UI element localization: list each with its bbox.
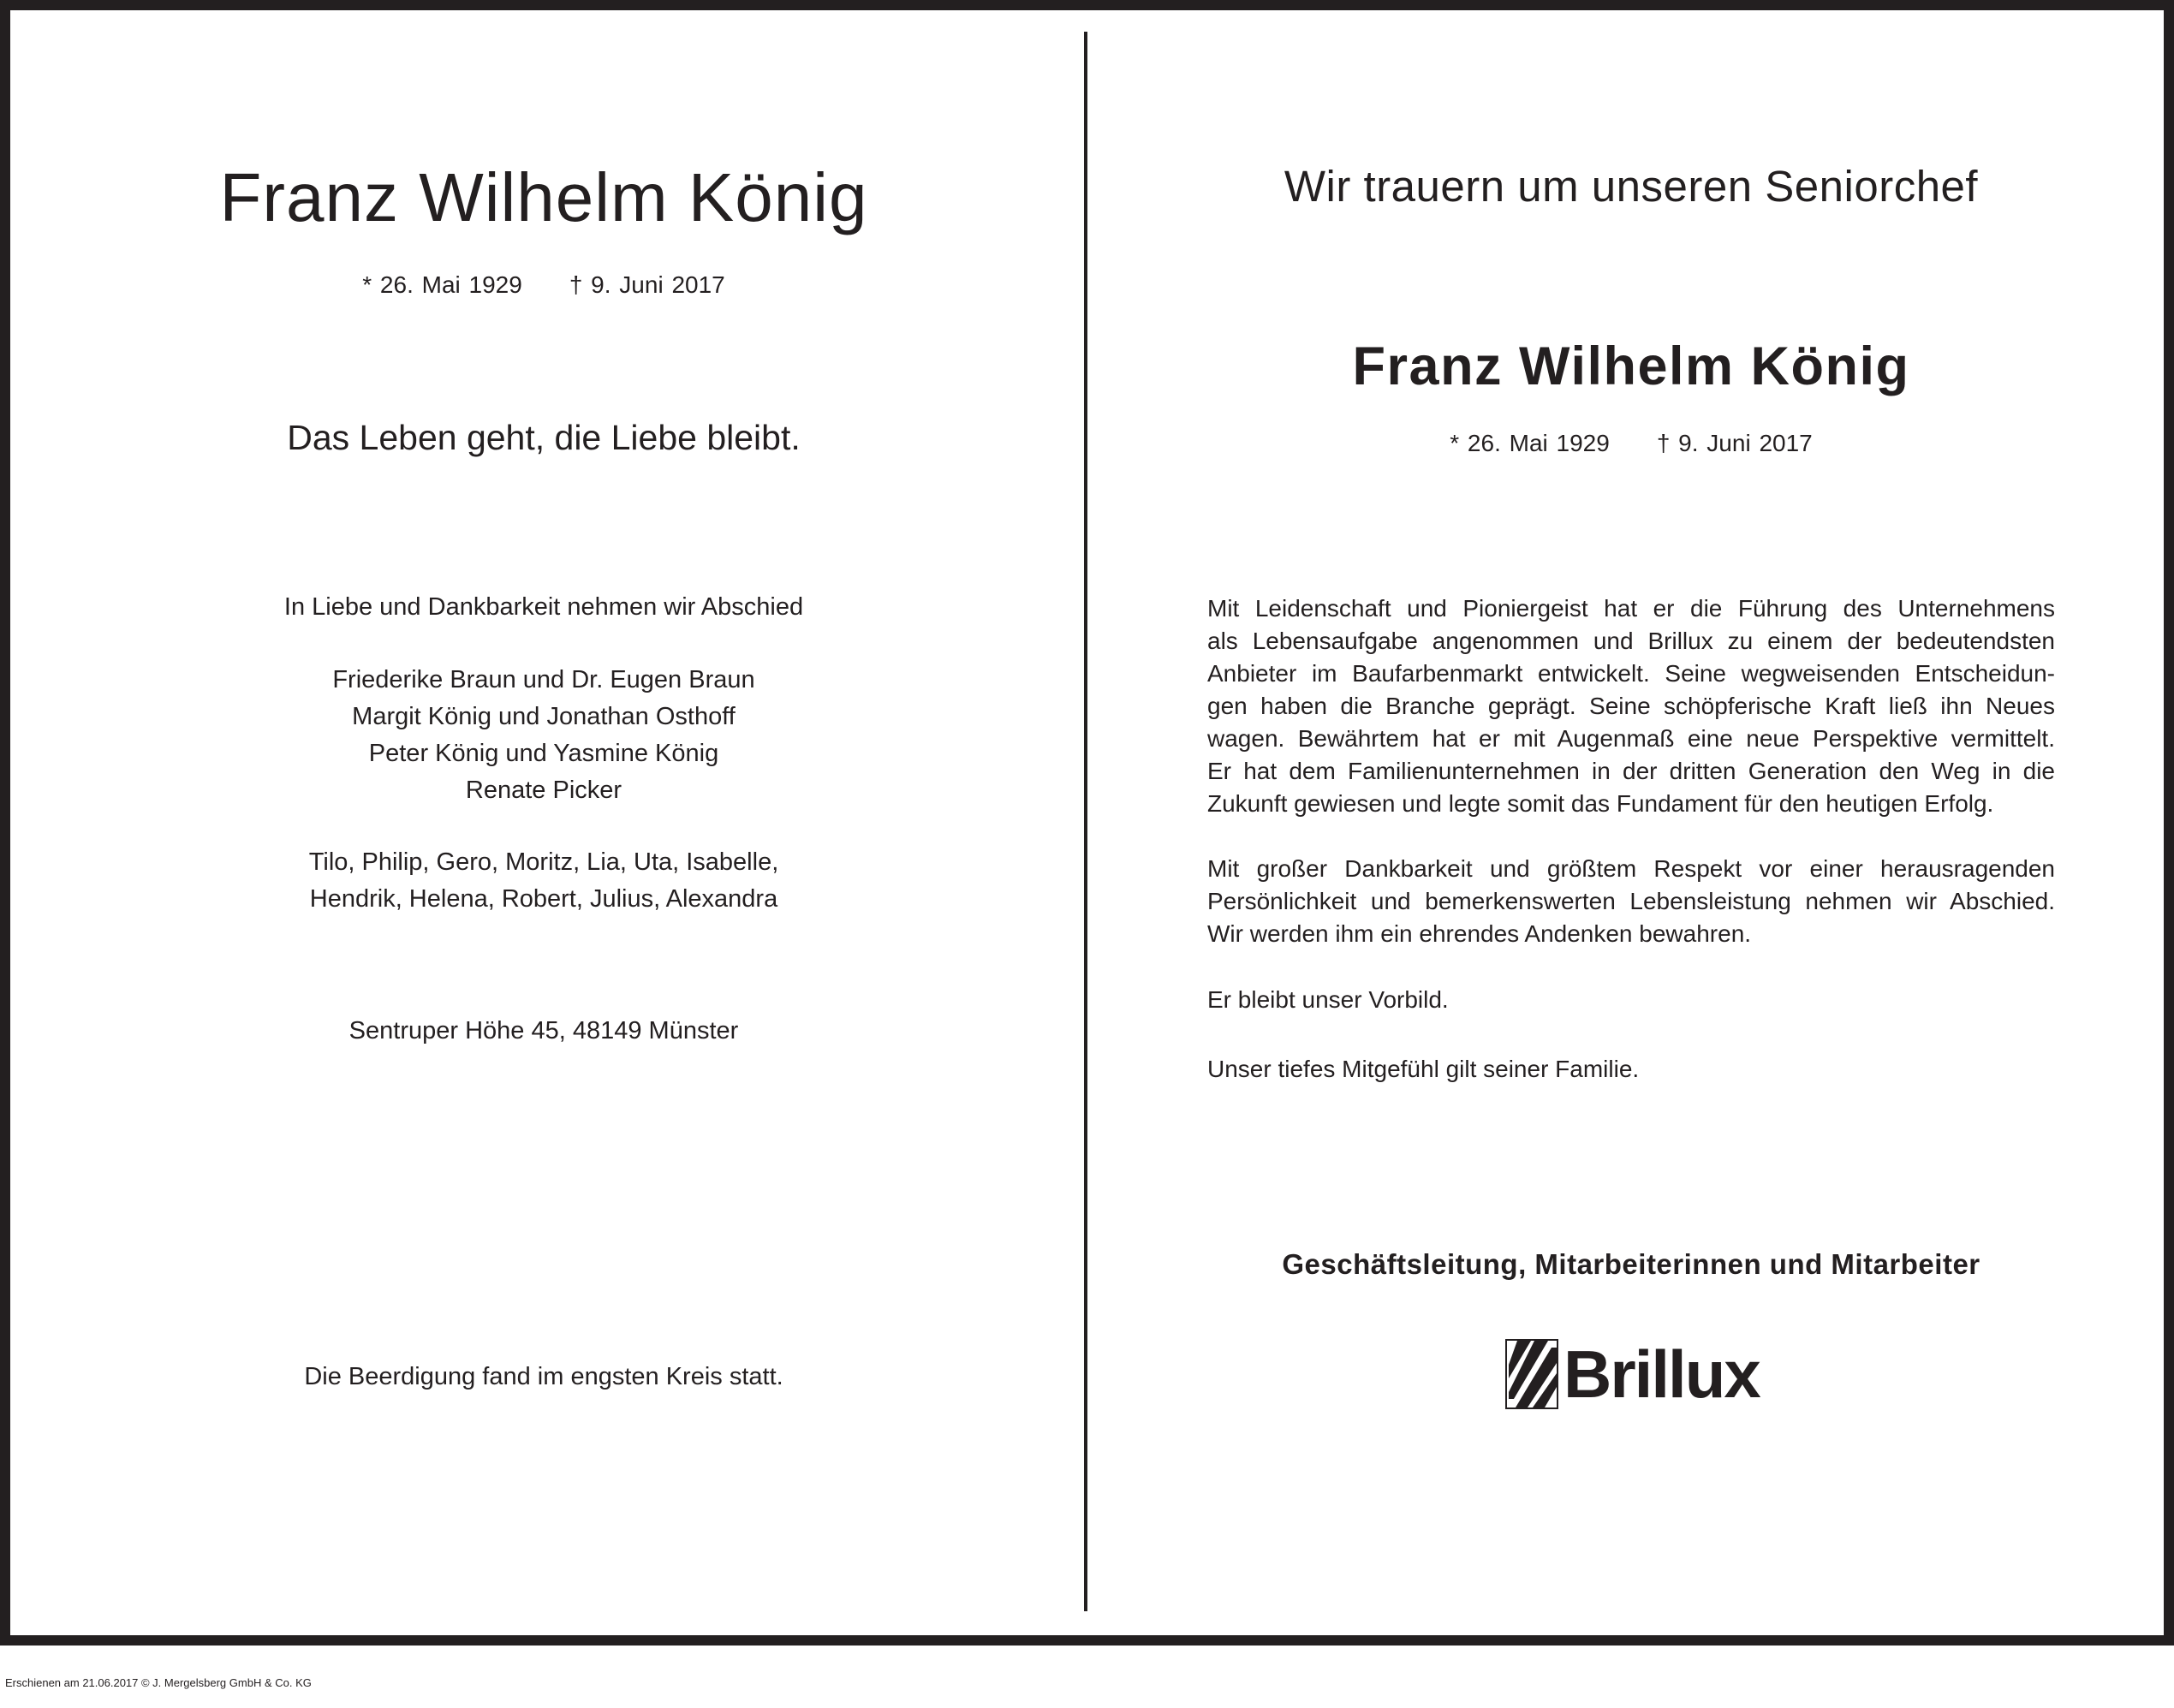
column-divider (1084, 32, 1087, 1611)
signature: Geschäftsleitung, Mitarbeiterinnen und Mitarbeiter (1282, 1248, 1980, 1280)
text-line: Zukunft gewiesen und legte somit das Fundament für den heutigen Erfolg. (1207, 790, 1994, 817)
deceased-name: Franz Wilhelm König (219, 159, 868, 235)
motto: Das Leben geht, die Liebe bleibt. (287, 418, 801, 457)
text-line: Mit Leidenschaft und Pioniergeist hat er die Führung des Unternehmens (1207, 595, 2055, 622)
birth-date: * 26. Mai 1929 (362, 271, 522, 298)
grandchildren-line: Hendrik, Helena, Robert, Julius, Alexandra (309, 885, 778, 913)
death-date: † 9. Juni 2017 (1656, 430, 1813, 456)
brillux-logo (1505, 1337, 1760, 1410)
family-notice (120, 0, 968, 1646)
brillux-wordmark: Brillux (1563, 1336, 1760, 1412)
text-line: Unser tiefes Mitgefühl gilt seiner Familie. (1207, 1056, 1640, 1082)
role-model-paragraph (1207, 984, 2055, 1016)
deceased-name-bold: Franz Wilhelm König (1352, 336, 1910, 396)
text-line: Mit großer Dankbarkeit und größtem Respekt vor einer herausragenden (1207, 855, 2055, 882)
grandchildren-list (120, 844, 968, 918)
text-line: als Lebensaufgabe angenommen und Brillux zu einem der bedeutendsten (1207, 628, 2055, 654)
family-list (120, 662, 968, 809)
life-dates (1105, 430, 2158, 457)
death-date: † 9. Juni 2017 (569, 271, 725, 298)
address: Sentruper Höhe 45, 48149 Münster (348, 1017, 739, 1044)
farewell-line: In Liebe und Dankbarkeit nehmen wir Abschied (283, 593, 804, 621)
publication-footer: Erschienen am 21.06.2017 © J. Mergelsberg GmbH & Co. KG (5, 1676, 312, 1689)
text-line: Persönlichkeit und bemerkenswerten Lebensleistung nehmen wir Abschied. (1207, 888, 2055, 914)
text-line: gen haben die Branche geprägt. Seine schöpferische Kraft ließ ihn Neues (1207, 693, 2055, 719)
grandchildren-line: Tilo, Philip, Gero, Moritz, Lia, Uta, Isabelle, (308, 848, 779, 876)
text-line: wagen. Bewährtem hat er mit Augenmaß eine neue Perspektive vermittelt. (1207, 725, 2055, 752)
family-member: Margit König und Jonathan Osthoff (352, 703, 736, 730)
brillux-logo-mark-icon (1505, 1339, 1558, 1409)
life-dates (120, 271, 968, 299)
condolence-paragraph (1207, 1053, 2055, 1086)
company-heading: Wir trauern um unseren Seniorchef (1284, 162, 1979, 211)
text-line: Er hat dem Familienunternehmen in der dritten Generation den Weg in die (1207, 758, 2055, 784)
family-member: Renate Picker (465, 777, 622, 804)
text-line: Anbieter im Baufarbenmarkt entwickelt. Seine wegweisenden Entscheidun- (1207, 660, 2055, 687)
family-member: Peter König und Yasmine König (368, 740, 719, 767)
gratitude-paragraph (1207, 853, 2055, 950)
text-line: Wir werden ihm ein ehrendes Andenken bewahren. (1207, 920, 1752, 947)
tribute-paragraph (1207, 592, 2055, 820)
family-member: Friederike Braun und Dr. Eugen Braun (332, 666, 755, 693)
funeral-note: Die Beerdigung fand im engsten Kreis statt. (304, 1363, 783, 1390)
birth-date: * 26. Mai 1929 (1450, 430, 1610, 456)
text-line: Er bleibt unser Vorbild. (1207, 986, 1449, 1013)
